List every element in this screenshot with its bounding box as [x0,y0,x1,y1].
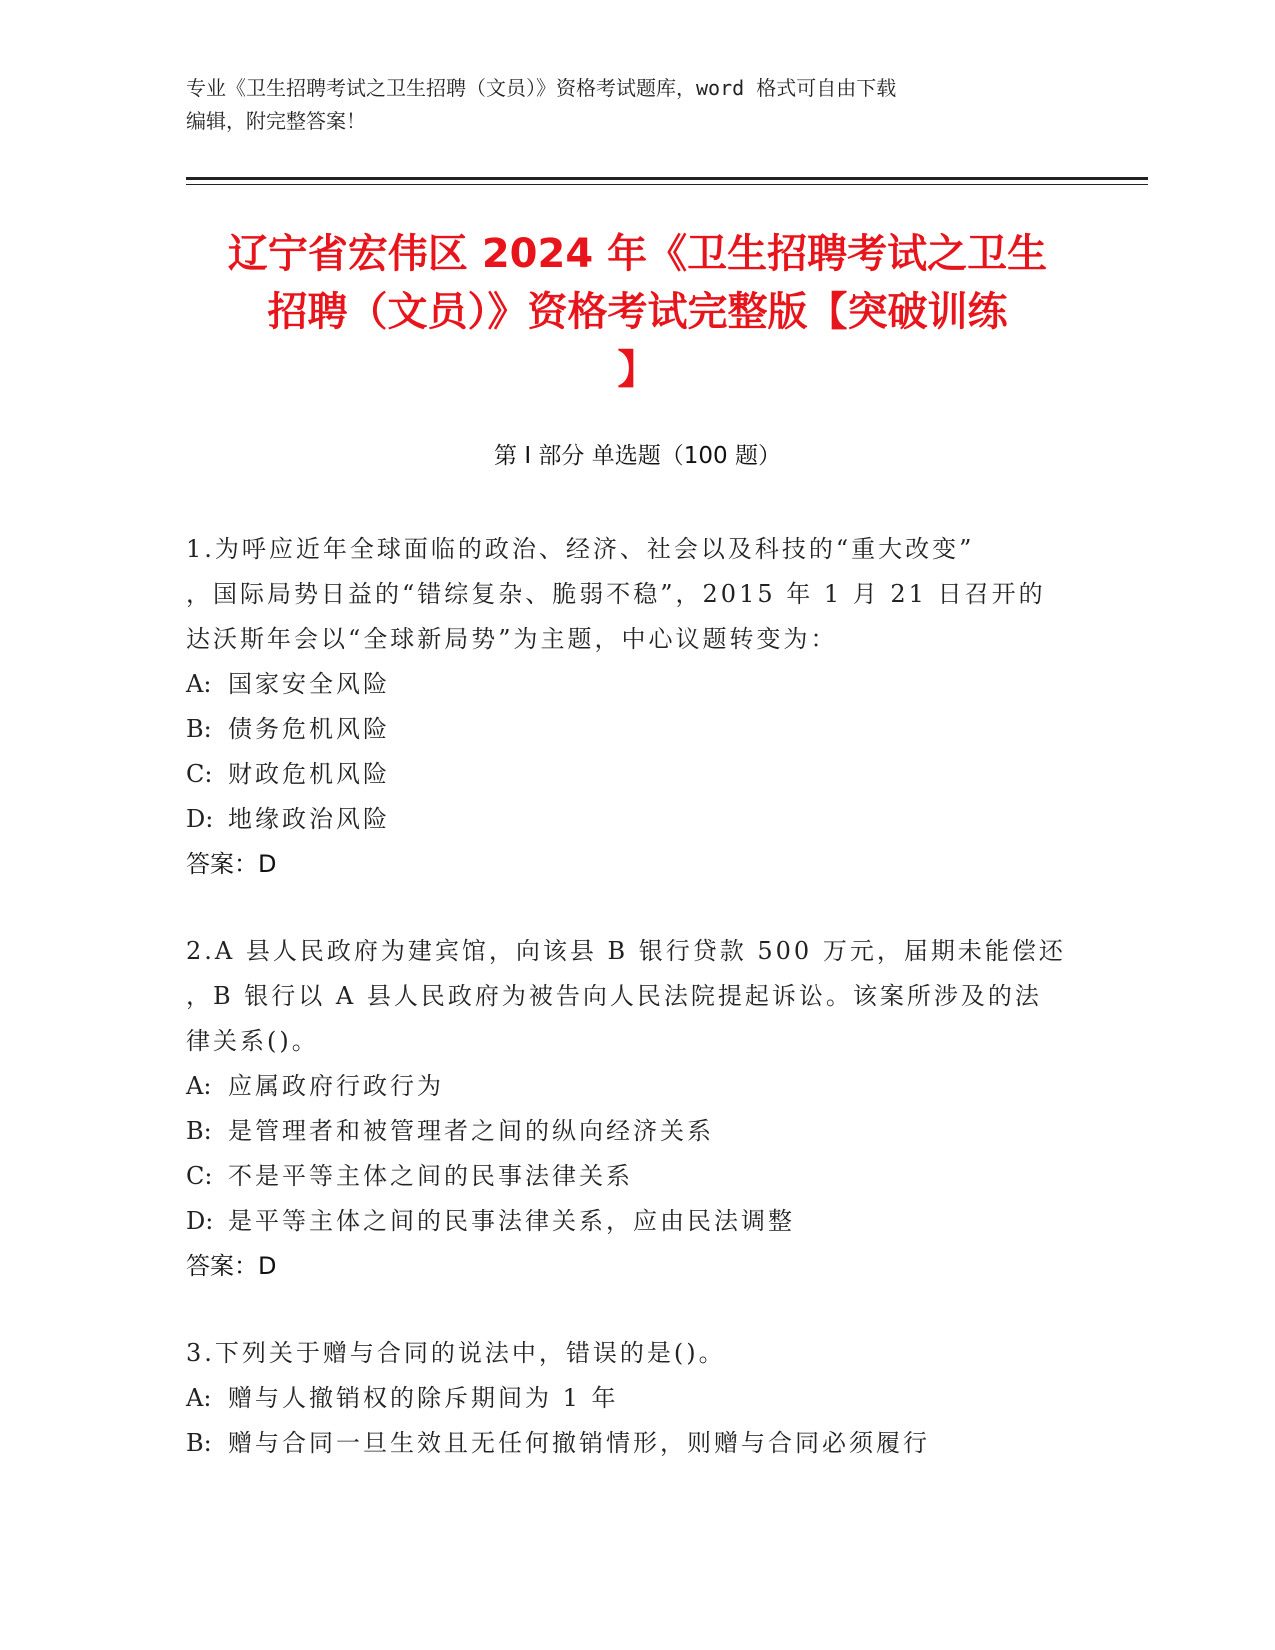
option-letter: C: [186,760,213,788]
header-note-line-1: 专业《卫生招聘考试之卫生招聘（文员）》资格考试题库，word 格式可自由下载 [186,76,897,100]
option-d [186,1199,1086,1244]
option-text: 赠与人撤销权的除斥期间为 1 年 [228,1384,619,1412]
question-stem-line: 律关系()。 [186,1027,319,1055]
header-divider-thin [186,184,1148,185]
option-text: 赠与合同一旦生效且无任何撤销情形，则赠与合同必须履行 [228,1429,930,1457]
option-a [186,1376,1086,1421]
question-stem-line: ，国际局势日益的“错综复杂、脆弱不稳”，2015 年 1 月 21 日召开的 [186,580,1046,608]
option-c [186,1154,1086,1199]
answer-line: 答案：D [186,850,277,878]
option-letter: C: [186,1162,213,1190]
option-letter: A: [186,1384,212,1412]
option-b [186,1421,1086,1466]
question-stem-line: 2.A 县人民政府为建宾馆，向该县 B 银行贷款 500 万元，届期未能偿还 [186,937,1066,965]
option-text: 国家安全风险 [228,670,390,698]
option-text: 地缘政治风险 [228,805,390,833]
option-text: 是平等主体之间的民事法律关系，应由民法调整 [228,1207,795,1235]
option-letter: A: [186,1072,212,1100]
question-stem-line: ，B 银行以 A 县人民政府为被告向人民法院提起诉讼。该案所涉及的法 [186,982,1042,1010]
option-text: 应属政府行政行为 [228,1072,444,1100]
question-stem [186,1331,1086,1376]
option-text: 是管理者和被管理者之间的纵向经济关系 [228,1117,714,1145]
section-heading: 第 I 部分 单选题（100 题） [494,443,781,469]
option-letter: D: [186,1207,214,1235]
question-1 [186,527,1086,887]
option-letter: B: [186,715,212,743]
question-2 [186,929,1086,1289]
question-3 [186,1331,1086,1466]
option-letter: D: [186,805,214,833]
document-title [150,225,1125,399]
question-stem-line: 3.下列关于赠与合同的说法中，错误的是()。 [186,1339,726,1367]
document-title-line-3: 】 [617,347,658,393]
option-letter: A: [186,670,212,698]
option-text: 财政危机风险 [228,760,390,788]
option-letter: B: [186,1429,212,1457]
header-divider-thick [186,177,1148,180]
option-c [186,752,1086,797]
option-d [186,797,1086,842]
question-stem-line: 达沃斯年会以“全球新局势”为主题，中心议题转变为： [186,625,838,653]
document-title-line-2: 招聘（文员）》资格考试完整版【突破训练 [267,289,1008,335]
document-title-line-1: 辽宁省宏伟区 2024 年《卫生招聘考试之卫生 [227,231,1048,277]
option-a [186,1064,1086,1109]
question-stem [186,929,1086,1064]
option-text: 不是平等主体之间的民事法律关系 [228,1162,633,1190]
header-note-line-2: 编辑，附完整答案！ [186,109,366,133]
question-stem [186,527,1086,662]
option-a [186,662,1086,707]
option-text: 债务危机风险 [228,715,390,743]
document-header-note [186,72,1086,138]
option-b [186,707,1086,752]
question-stem-line: 1.为呼应近年全球面临的政治、经济、社会以及科技的“重大改变” [186,535,975,563]
option-letter: B: [186,1117,212,1145]
question-list [186,527,1086,1508]
option-b [186,1109,1086,1154]
answer-line: 答案：D [186,1252,277,1280]
